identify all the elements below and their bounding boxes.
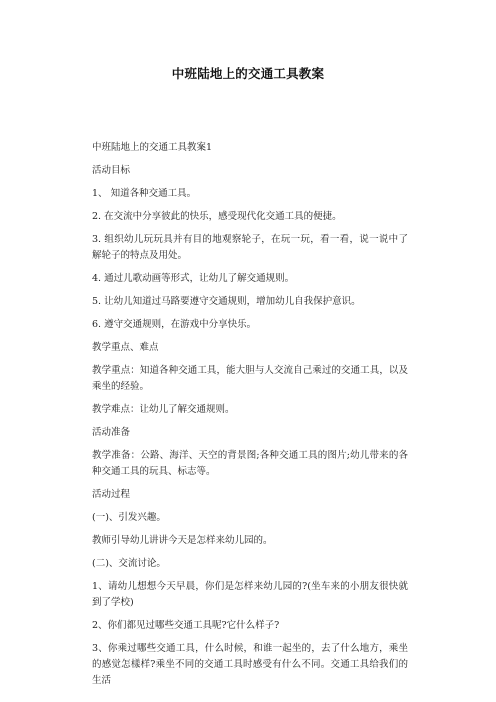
section-heading: 活动过程 <box>92 489 131 500</box>
paragraph: 4. 通过儿歌动画等形式，让幼儿了解交通规则。 <box>92 273 295 284</box>
document-body <box>92 140 408 696</box>
section-heading: 中班陆地上的交通工具教案1 <box>92 142 213 153</box>
paragraph: 6. 遵守交通规则，在游戏中分享快乐。 <box>92 319 257 330</box>
paragraph: (一)、引发兴趣。 <box>92 512 166 523</box>
paragraph: 教学难点：让幼儿了解交通规则。 <box>92 404 235 415</box>
paragraph: 教学准备：公路、海洋、天空的背景图;各种交通工具的图片;幼儿带来的各种交通工具的玩具、标志等。 <box>92 450 408 477</box>
section-heading: 活动准备 <box>92 427 131 438</box>
paragraph: 1、 知道各种交通工具。 <box>92 188 197 199</box>
paragraph: 2. 在交流中分享彼此的快乐，感受现代化交通工具的便捷。 <box>92 211 342 222</box>
paragraph: 2、你们都见过哪些交通工具呢?它什么样子? <box>92 620 280 631</box>
paragraph: 3、你乘过哪些交通工具，什么时候，和谁一起坐的，去了什么地方，乘坐的感觉怎樣样?乘坐不同的交通工具时感受有什么不同。交通工具给我们的生活 <box>92 643 408 686</box>
paragraph: 教师引导幼儿讲讲今天是怎样来幼儿园的。 <box>92 535 273 546</box>
paragraph: 1、请幼儿想想今天早晨，你们是怎样来幼儿园的?(坐车来的小朋友很快就到了学校) <box>92 581 408 608</box>
paragraph: (二)、交流讨论。 <box>92 558 166 569</box>
document-title: 中班陆地上的交通工具教案 <box>171 66 325 81</box>
section-heading: 教学重点、难点 <box>92 342 159 353</box>
paragraph: 教学重点：知道各种交通工具，能大胆与人交流自己乘过的交通工具，以及乘坐的经验。 <box>92 365 408 392</box>
paragraph: 5. 让幼儿知道过马路要遵守交通规则，增加幼儿自我保护意识。 <box>92 296 361 307</box>
paragraph: 3. 组织幼儿玩玩具并有目的地观察轮子，在玩一玩，看一看，说一说中了解轮子的特点及用处。 <box>92 234 408 261</box>
section-heading: 活动目标 <box>92 165 131 176</box>
